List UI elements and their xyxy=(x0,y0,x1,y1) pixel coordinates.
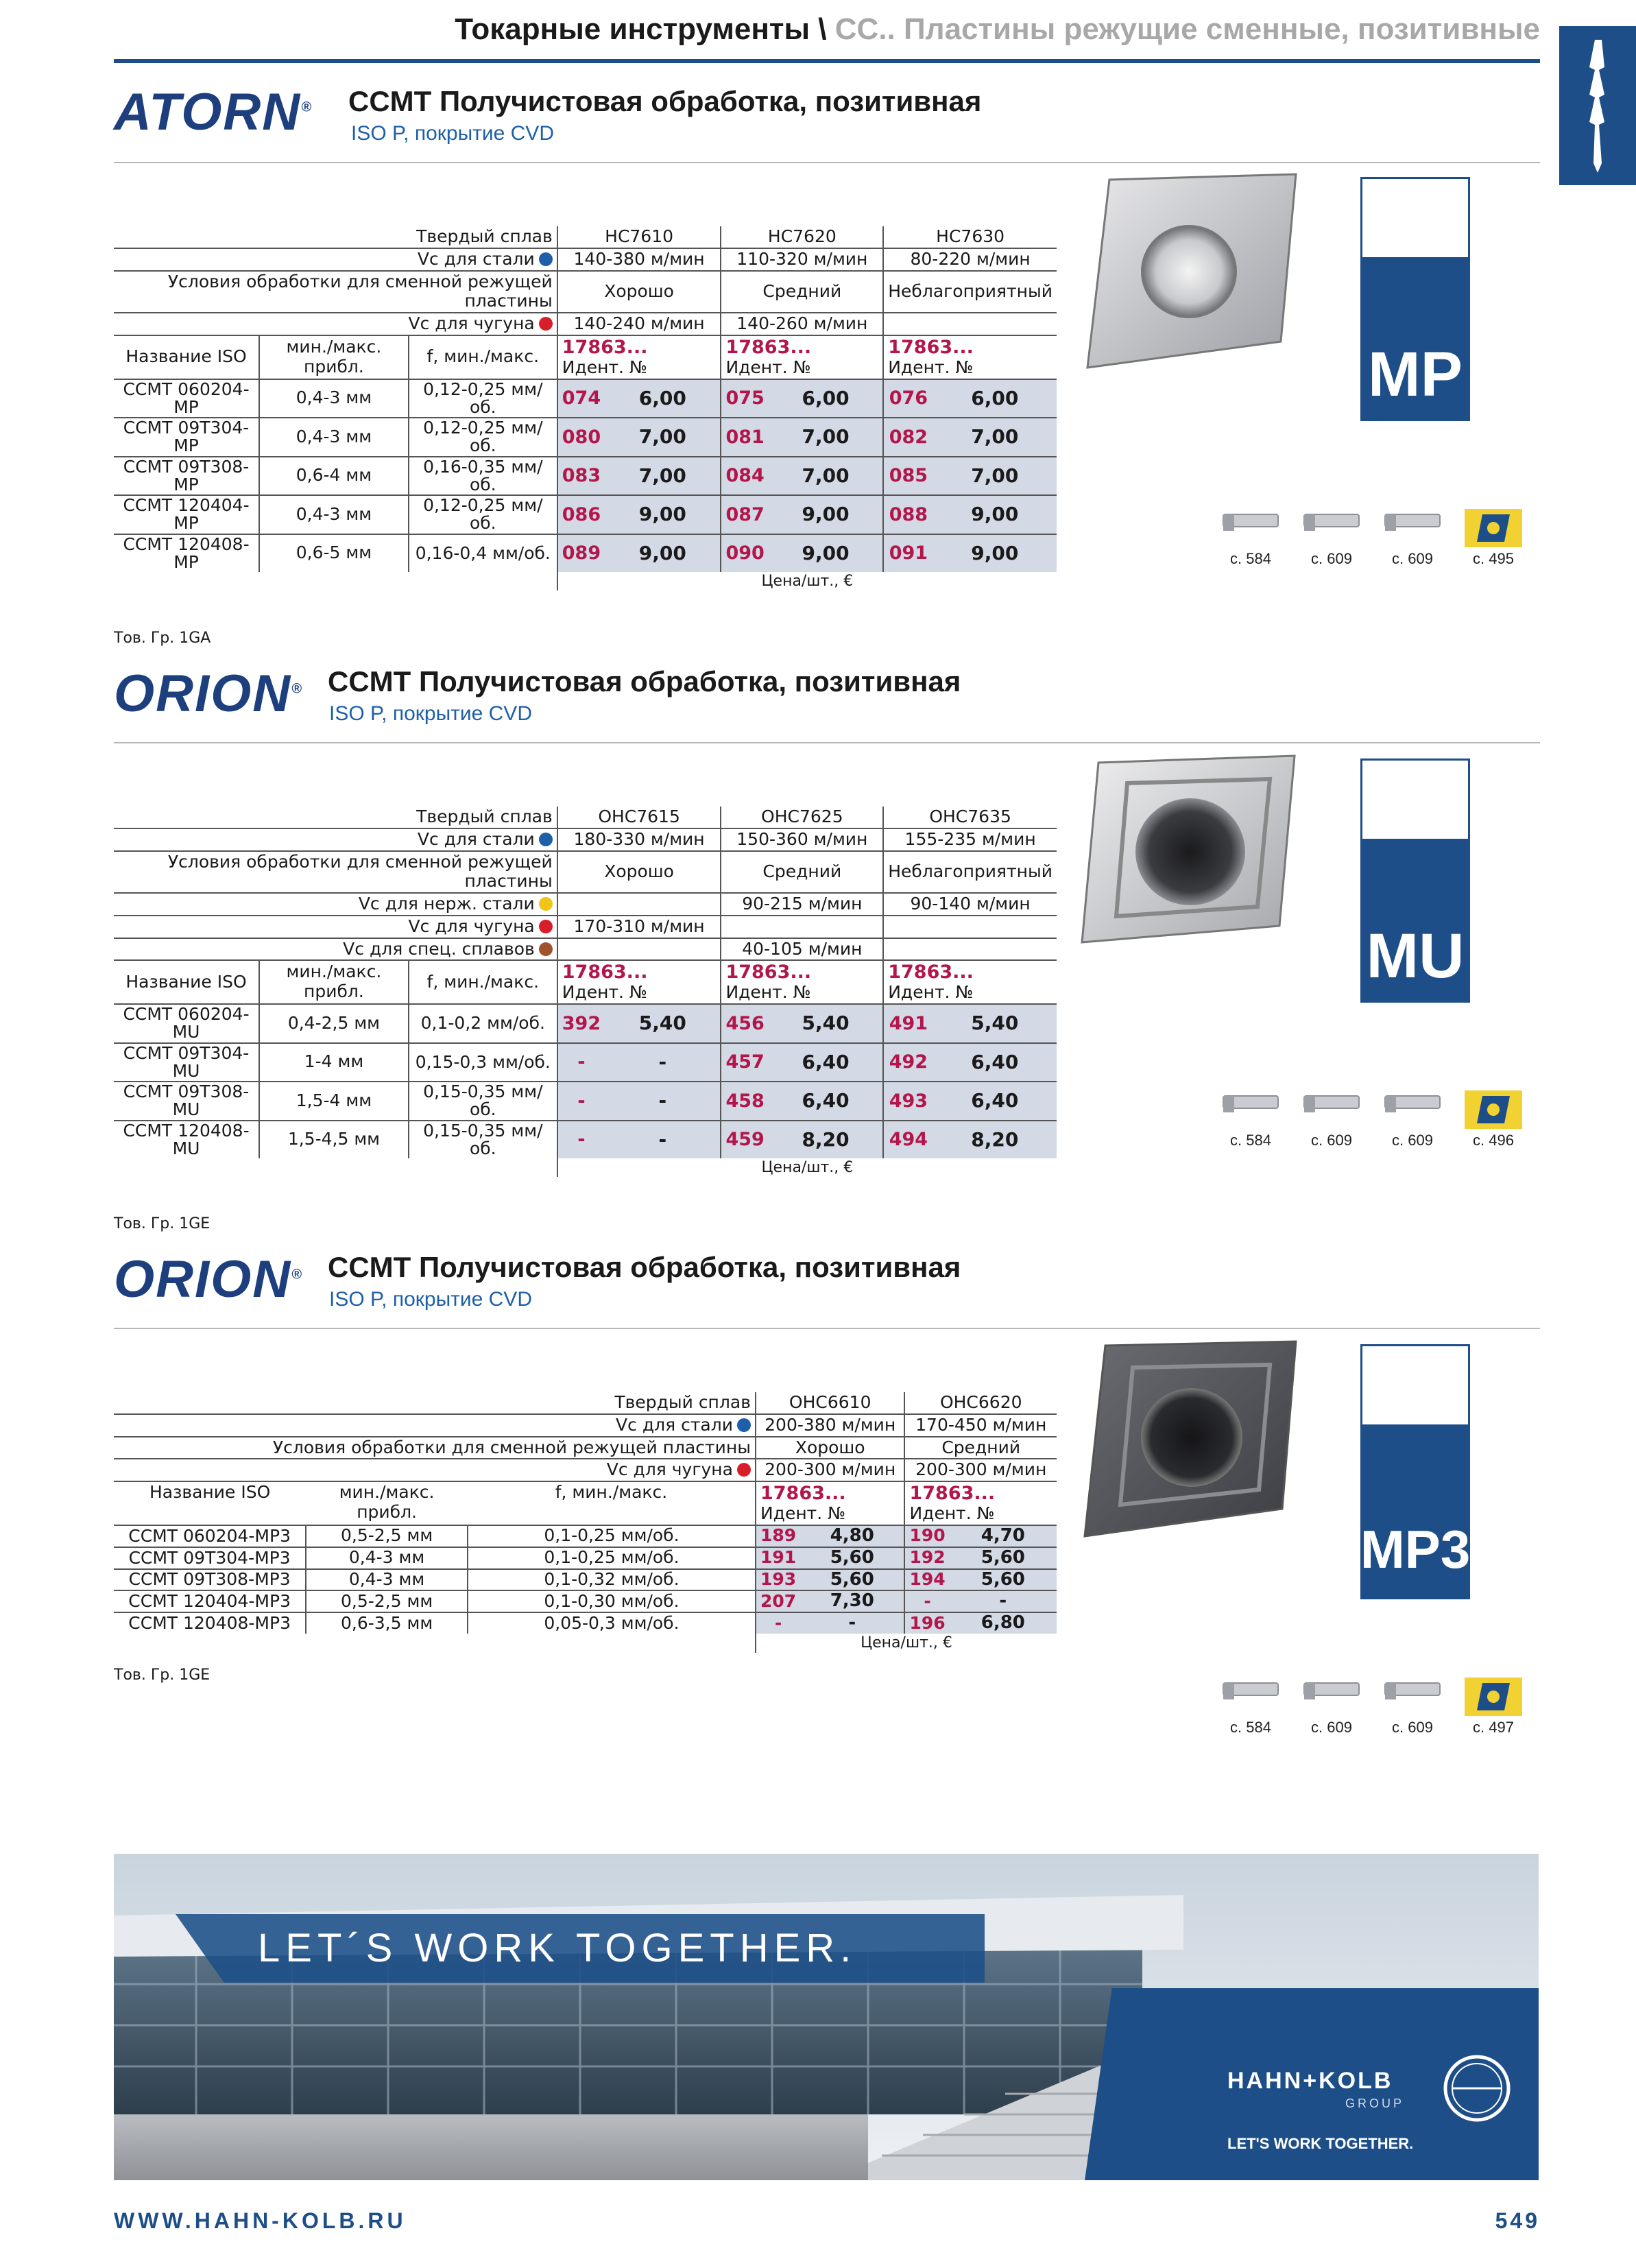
section-divider xyxy=(114,742,1540,743)
insert-photo-mu xyxy=(1075,752,1301,957)
table-row: CCMT 09T308-MP3 0,4-3 мм 0,1-0,32 мм/об. 193 5,60 194 5,60 xyxy=(114,1569,1057,1591)
section-subtitle: ISO P, покрытие CVD xyxy=(329,1288,532,1311)
chapter-tab xyxy=(1559,26,1636,185)
cast-iron-dot-icon xyxy=(539,920,553,933)
toolholder-icon[interactable] xyxy=(1381,508,1444,535)
table-row: CCMT 060204-MP 0,4-3 мм 0,12-0,25 мм/об. 074 6,00 075 6,00 076 6,00 xyxy=(114,379,1057,418)
toolholder-icon[interactable] xyxy=(1300,1676,1363,1704)
section-divider xyxy=(114,162,1540,163)
hk-emblem-icon xyxy=(1443,2054,1511,2123)
section-subtitle: ISO P, покрытие CVD xyxy=(329,702,532,725)
page-reference[interactable]: с. 496 xyxy=(1473,1132,1514,1149)
header-title: Токарные инструменты xyxy=(455,12,810,46)
brand-name: HAHN+KOLB xyxy=(1227,2068,1393,2094)
page-reference[interactable]: с. 495 xyxy=(1473,550,1514,567)
special-alloy-dot-icon xyxy=(539,942,553,956)
page-reference[interactable]: с. 609 xyxy=(1311,550,1352,567)
chipbreaker-mu: MU xyxy=(1360,759,1470,1003)
section-title: CCMT Получистовая обработка, позитивная xyxy=(328,1251,961,1283)
header-breadcrumb: CC.. Пластины режущие сменные, позитивные xyxy=(834,12,1540,46)
product-group: Тов. Гр. 1GE xyxy=(114,1215,210,1232)
insert-shape-icon[interactable] xyxy=(1462,1089,1525,1130)
table-row: CCMT 120408-MP 0,6-5 мм 0,16-0,4 мм/об. 089 9,00 090 9,00 091 9,00 xyxy=(114,534,1057,573)
promo-banner xyxy=(114,1854,1539,2180)
stainless-dot-icon xyxy=(539,897,553,911)
table-row: CCMT 09T308-MU 1,5-4 мм 0,15-0,35 мм/об. - - 458 6,40 493 6,40 xyxy=(114,1082,1057,1121)
insert-shape-icon[interactable] xyxy=(1462,508,1525,549)
steel-dot-icon xyxy=(539,252,553,266)
section-subtitle: ISO P, покрытие CVD xyxy=(351,122,554,145)
table-row: CCMT 120408-MU 1,5-4,5 мм 0,15-0,35 мм/об. - - 459 8,20 494 8,20 xyxy=(114,1121,1057,1159)
toolholder-icon[interactable] xyxy=(1219,1089,1282,1117)
toolholder-icon[interactable] xyxy=(1300,1089,1363,1117)
page-reference[interactable]: с. 584 xyxy=(1230,550,1271,567)
page-reference[interactable]: с. 584 xyxy=(1230,1132,1271,1149)
page-reference[interactable]: с. 609 xyxy=(1392,1132,1433,1149)
toolholder-icon[interactable] xyxy=(1300,508,1363,535)
section-title: CCMT Получистовая обработка, позитивная xyxy=(328,665,961,697)
orion-logo: ORION® xyxy=(114,665,303,723)
slogan: LET´S WORK TOGETHER. xyxy=(258,1926,857,1970)
toolholder-icon[interactable] xyxy=(1219,508,1282,535)
cast-iron-dot-icon xyxy=(737,1463,751,1477)
chipbreaker-mp3: MP3 xyxy=(1360,1344,1470,1599)
cast-iron-dot-icon xyxy=(539,317,553,331)
toolholder-icon[interactable] xyxy=(1381,1089,1444,1117)
brand-group: GROUP xyxy=(1345,2097,1405,2110)
toolholder-icon[interactable] xyxy=(1219,1676,1282,1704)
page-reference[interactable]: с. 609 xyxy=(1311,1719,1352,1736)
page-header xyxy=(455,12,1540,47)
section-title: CCMT Получистовая обработка, позитивная xyxy=(348,85,982,117)
table-row: CCMT 09T304-MP 0,4-3 мм 0,12-0,25 мм/об. 080 7,00 081 7,00 082 7,00 xyxy=(114,418,1057,457)
insert-photo-mp xyxy=(1075,170,1301,376)
page-reference[interactable]: с. 609 xyxy=(1392,550,1433,567)
insert-photo-mp3 xyxy=(1075,1337,1301,1543)
table-row: CCMT 060204-MP3 0,5-2,5 мм 0,1-0,25 мм/об. 189 4,80 190 4,70 xyxy=(114,1525,1057,1547)
table-row: CCMT 09T308-MP 0,6-4 мм 0,16-0,35 мм/об. 083 7,00 084 7,00 085 7,00 xyxy=(114,457,1057,496)
header-separator: \ xyxy=(818,12,827,46)
table-row: CCMT 09T304-MU 1-4 мм 0,15-0,3 мм/об. - - 457 6,40 492 6,40 xyxy=(114,1043,1057,1082)
website-link[interactable]: WWW.HAHN-KOLB.RU xyxy=(114,2208,407,2233)
chipbreaker-mp: MP xyxy=(1360,177,1470,421)
product-group: Тов. Гр. 1GE xyxy=(114,1667,210,1684)
header-rule xyxy=(114,59,1540,63)
table-row: CCMT 120408-MP3 0,6-3,5 мм 0,05-0,3 мм/об. - - 196 6,80 xyxy=(114,1612,1057,1634)
steel-dot-icon xyxy=(539,833,553,846)
section-divider xyxy=(114,1328,1540,1329)
orion-logo: ORION® xyxy=(114,1250,303,1309)
drill-icon xyxy=(1559,26,1636,185)
page-reference[interactable]: с. 609 xyxy=(1392,1719,1433,1736)
table-row: CCMT 120404-MP3 0,5-2,5 мм 0,1-0,30 мм/об. 207 7,30 - - xyxy=(114,1590,1057,1612)
orion-mp3-table: Твердый сплав OHC6610 OHC6620 Vc для стали 200-380 м/мин 170-450 м/мин Условия обработки для сменной режущей пластины Хорошо Средний Vc для чугуна 200-300 м/мин 200-300 м/мин Название ISO мин./макс. прибл. f, мин./макс. 17863... Идент. № 17863... Идент. № CCMT 060204-MP3 0,5-2,5 мм 0,1-0,25 мм/об. 189 4,80 190 4,70 CCMT 09T304-MP3 0,4-3 мм 0,1-0,25 мм/об. 191 5,60 192 5,60 CCMT 09T308-MP3 0,4-3 мм 0,1-0,32 мм/об. 193 5,60 194 5,60 CCMT 120404-MP3 0,5-2,5 мм 0,1-0,30 мм/об. 207 7,30 - - CCMT 120408-MP3 0,6-3,5 мм 0,05-0,3 мм/об. - - 196 6,80 Цена/шт., € xyxy=(114,1392,1057,1653)
table-row: CCMT 09T304-MP3 0,4-3 мм 0,1-0,25 мм/об. 191 5,60 192 5,60 xyxy=(114,1547,1057,1569)
table-row: CCMT 060204-MU 0,4-2,5 мм 0,1-0,2 мм/об. 392 5,40 456 5,40 491 5,40 xyxy=(114,1004,1057,1043)
insert-shape-icon[interactable] xyxy=(1462,1676,1525,1717)
toolholder-icon[interactable] xyxy=(1381,1676,1444,1704)
page-reference[interactable]: с. 497 xyxy=(1473,1719,1514,1736)
brand-tagline: LET'S WORK TOGETHER. xyxy=(1227,2135,1414,2152)
page-number: 549 xyxy=(1495,2208,1540,2233)
atorn-table: Твердый сплав HC7610 HC7620 HC7630 Vc для стали 140-380 м/мин 110-320 м/мин 80-220 м/мин Условия обработки для сменной режущей пластины Хорошо Средний Неблагоприятный Vc для чугуна 140-240 м/мин 140-260 м/мин Название ISO мин./макс. прибл. f, мин./макс. 17863... Идент. № 17863... Идент. № 17863... Идент. № CCMT 060204-MP 0,4-3 мм 0,12-0,25 мм/об. 074 6,00 075 6,00 076 6,00 CCMT 09T304-MP 0,4-3 мм 0,12-0,25 мм/об. 080 7,00 081 7,00 082 7,00 CCMT 09T308-MP 0,6-4 мм 0,16-0,35 мм/об. 083 7,00 084 7,00 085 7,00 CCMT 120404-MP 0,4-3 мм 0,12-0,25 мм/об. 086 9,00 087 9,00 088 9,00 CCMT 120408-MP 0,6-5 мм 0,16-0,4 мм/об. 089 9,00 090 9,00 091 9,00 Цена/шт., € xyxy=(114,226,1057,590)
product-group: Тов. Гр. 1GA xyxy=(114,630,211,647)
steel-dot-icon xyxy=(737,1418,751,1432)
page-reference[interactable]: с. 609 xyxy=(1311,1132,1352,1149)
table-row: CCMT 120404-MP 0,4-3 мм 0,12-0,25 мм/об. 086 9,00 087 9,00 088 9,00 xyxy=(114,495,1057,534)
page-reference[interactable]: с. 584 xyxy=(1230,1719,1271,1736)
atorn-logo: ATORN® xyxy=(114,83,313,141)
orion-mu-table: Твердый сплав OHC7615 OHC7625 OHC7635 Vc для стали 180-330 м/мин 150-360 м/мин 155-235 м/мин Условия обработки для сменной режущей пластины Хорошо Средний Неблагоприятный Vc для нерж. стали 90-215 м/мин 90-140 м/мин Vc для чугуна 170-310 м/мин Vc для спец. сплавов 40-105 м/мин Название ISO мин./макс. прибл. f, мин./макс. 17863... Идент. № 17863... Идент. № 17863... Идент. № CCMT 060204-MU 0,4-2,5 мм 0,1-0,2 мм/об. 392 5,40 456 5,40 491 5,40 CCMT 09T304-MU 1-4 мм 0,15-0,3 мм/об. - - 457 6,40 492 6,40 CCMT 09T308-MU 1,5-4 мм 0,15-0,35 мм/об. - - 458 6,40 493 6,40 CCMT 120408-MU 1,5-4,5 мм 0,15-0,35 мм/об. - - 459 8,20 494 8,20 Цена/шт., € xyxy=(114,807,1057,1177)
